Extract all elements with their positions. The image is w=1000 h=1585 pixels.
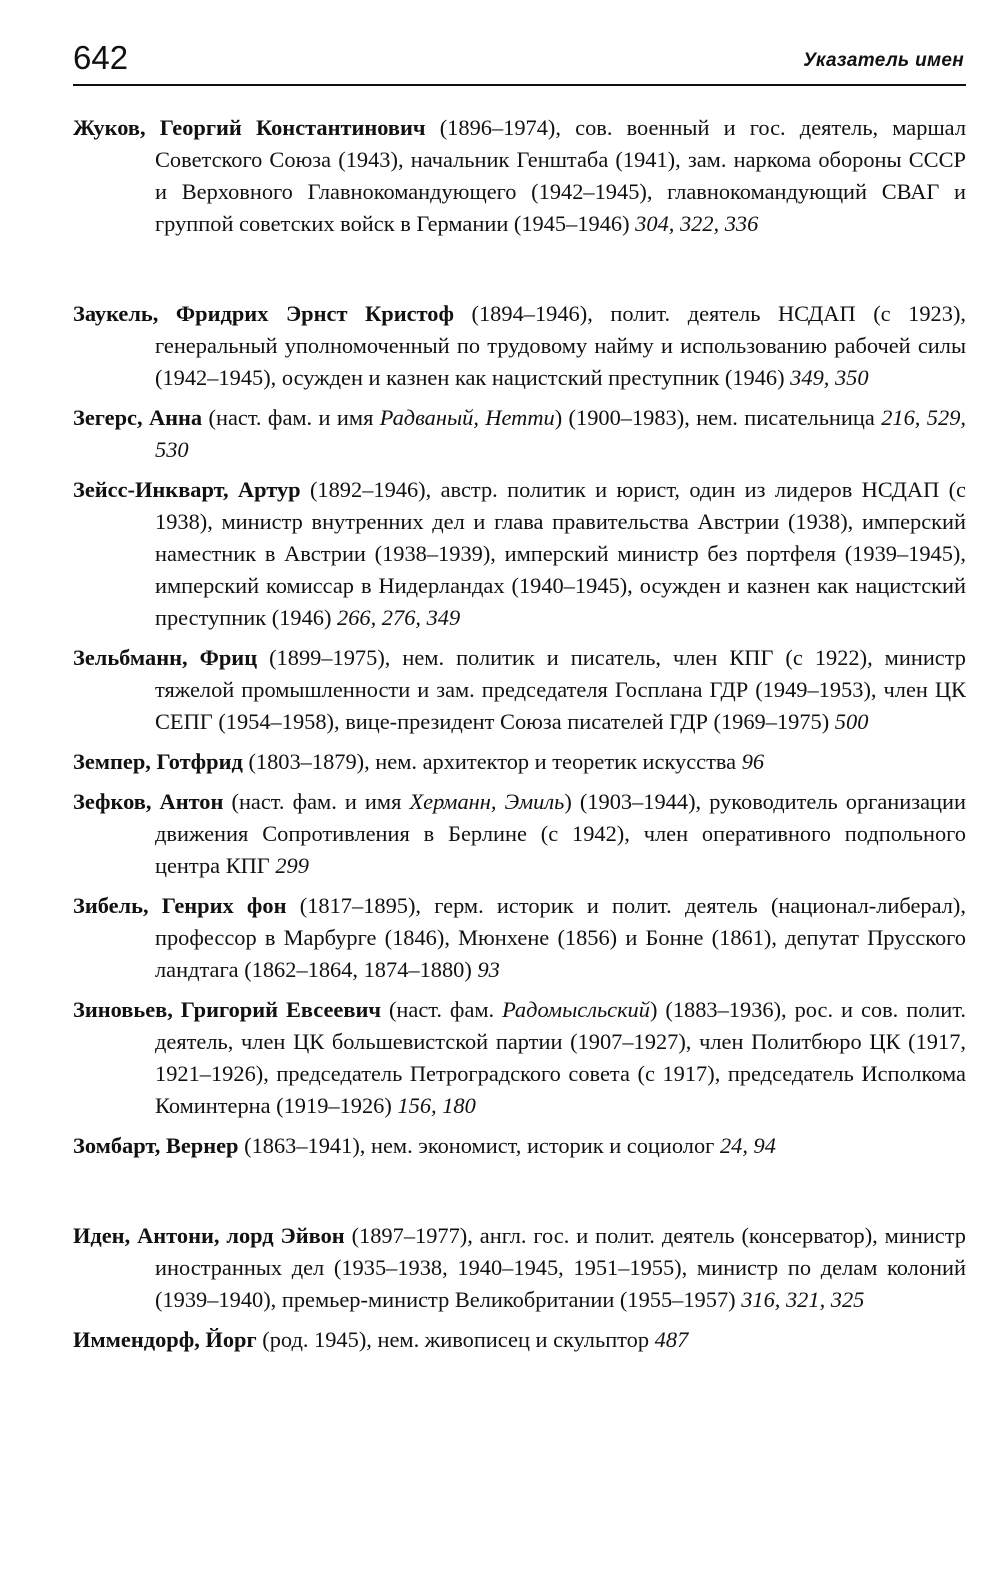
index-entry-zinoviev (73, 994, 966, 1122)
entry-text: (1803–1879), нем. архитектор и теоретик искусства (242, 749, 742, 774)
index-entry-immendorff (73, 1324, 966, 1356)
index-entry-semper (73, 746, 966, 778)
entry-pages: 216, 529, 530 (155, 405, 966, 462)
entry-pages: 266, 276, 349 (337, 605, 461, 630)
index-entry-zhukov (73, 112, 966, 240)
entry-real-name: Радомысльский (502, 997, 650, 1022)
entry-name: Заукель, Фридрих Эрнст Кристоф (73, 301, 454, 326)
entry-pages: 156, 180 (397, 1093, 476, 1118)
entry-real-name: Радваный, Нетти (379, 405, 555, 430)
entry-text: (1894–1946), полит. деятель НСДАП (с 1923), генеральный уполномоченный по трудовому найму и использованию рабочей силы (1942–1945), осужден и казнен как нацистский преступник (1946) (155, 301, 966, 390)
section-title: Указатель имен (803, 50, 964, 71)
entry-text-before-alt: (наст. фам. и имя (202, 405, 380, 430)
index-entry-sauckel (73, 298, 966, 394)
entry-pages: 316, 321, 325 (741, 1287, 865, 1312)
entry-text: ) (1903–1944), руководитель организации движения Сопротивления в Берлине (с 1942), член оперативного подпольного центра КПГ (155, 789, 966, 878)
index-entry-seyss-inquart (73, 474, 966, 634)
entry-text-before-alt: (наст. фам. (381, 997, 503, 1022)
index-entry-sombart (73, 1130, 966, 1162)
entry-name: Зегерс, Анна (73, 405, 203, 430)
entry-name: Иммендорф, Йорг (73, 1327, 257, 1352)
entry-text-before-alt: (наст. фам. и имя (223, 789, 410, 814)
entry-pages: 487 (654, 1327, 689, 1352)
entry-text: ) (1900–1983), нем. писательница (554, 405, 882, 430)
index-page (73, 38, 966, 1364)
entry-name: Зомбарт, Вернер (73, 1133, 239, 1158)
index-entry-seghers (73, 402, 966, 466)
entry-name: Зельбманн, Фриц (73, 645, 258, 670)
entry-text: ) (1883–1936), рос. и сов. полит. деятель, член ЦК большевистской партии (1907–1927), член Политбюро ЦК (1917, 1921–1926), председатель Петроградского совета (с 1917), председатель Исполкома Коминтерна (1919–1926) (155, 997, 966, 1118)
entry-text: (1899–1975), нем. политик и писатель, член КПГ (с 1922), министр тяжелой промышленности и зам. председателя Госплана ГДР (1949–1953), член ЦК СЕПГ (1954–1958), вице-президент Союза писателей ГДР (1969–1975) (155, 645, 966, 734)
index-entry-saefkow (73, 786, 966, 882)
index-entry-sybel (73, 890, 966, 986)
entry-text: (1897–1977), англ. гос. и полит. деятель (консерватор), министр иностранных дел (1935–1938, 1940–1945, 1951–1955), министр по делам колоний (1939–1940), премьер-министр Великобритании (1955–1957) (155, 1223, 966, 1312)
entry-name: Зибель, Генрих фон (73, 893, 287, 918)
entry-name: Жуков, Георгий Константинович (73, 115, 426, 140)
entry-name: Иден, Антони, лорд Эйвон (73, 1223, 345, 1248)
entry-text: (1896–1974), сов. военный и гос. деятель, маршал Советского Союза (1943), начальник Генштаба (1941), зам. наркома обороны СССР и Верховного Главнокомандующего (1942–1945), главнокомандующий СВАГ и группой советских войск в Германии (1945–1946) (155, 115, 966, 236)
entry-real-name: Херманн, Эмиль (409, 789, 565, 814)
entry-pages: 500 (834, 709, 869, 734)
entry-name: Зефков, Антон (73, 789, 224, 814)
index-entry-selbmann (73, 642, 966, 738)
entry-text: (1817–1895), герм. историк и полит. деятель (национал-либерал), профессор в Марбурге (1846), Мюнхене (1856) и Бонне (1861), депутат Прусского ландтага (1862–1864, 1874–1880) (155, 893, 966, 982)
entry-pages: 24, 94 (719, 1133, 776, 1158)
running-head (73, 38, 966, 86)
entry-name: Зейсс-Инкварт, Артур (73, 477, 301, 502)
entry-pages: 96 (741, 749, 765, 774)
entry-pages: 304, 322, 336 (635, 211, 759, 236)
entry-pages: 349, 350 (790, 365, 869, 390)
index-entry-eden (73, 1220, 966, 1316)
entry-name: Земпер, Готфрид (73, 749, 243, 774)
entry-text: (1892–1946), австр. политик и юрист, один из лидеров НСДАП (с 1938), министр внутренних дел и глава правительства Австрии (1938), имперский наместник в Австрии (1938–1939), имперский министр без портфеля (1939–1945), имперский комиссар в Нидерландах (1940–1945), осужден и казнен как нацистский преступник (1946) (155, 477, 966, 630)
entry-text: (1863–1941), нем. экономист, историк и социолог (238, 1133, 720, 1158)
entry-name: Зиновьев, Григорий Евсеевич (73, 997, 381, 1022)
entry-text: (род. 1945), нем. живописец и скульптор (256, 1327, 655, 1352)
page-number: 642 (73, 39, 129, 76)
index-entries (73, 112, 966, 1356)
entry-pages: 93 (477, 957, 500, 982)
entry-pages: 299 (275, 853, 309, 878)
